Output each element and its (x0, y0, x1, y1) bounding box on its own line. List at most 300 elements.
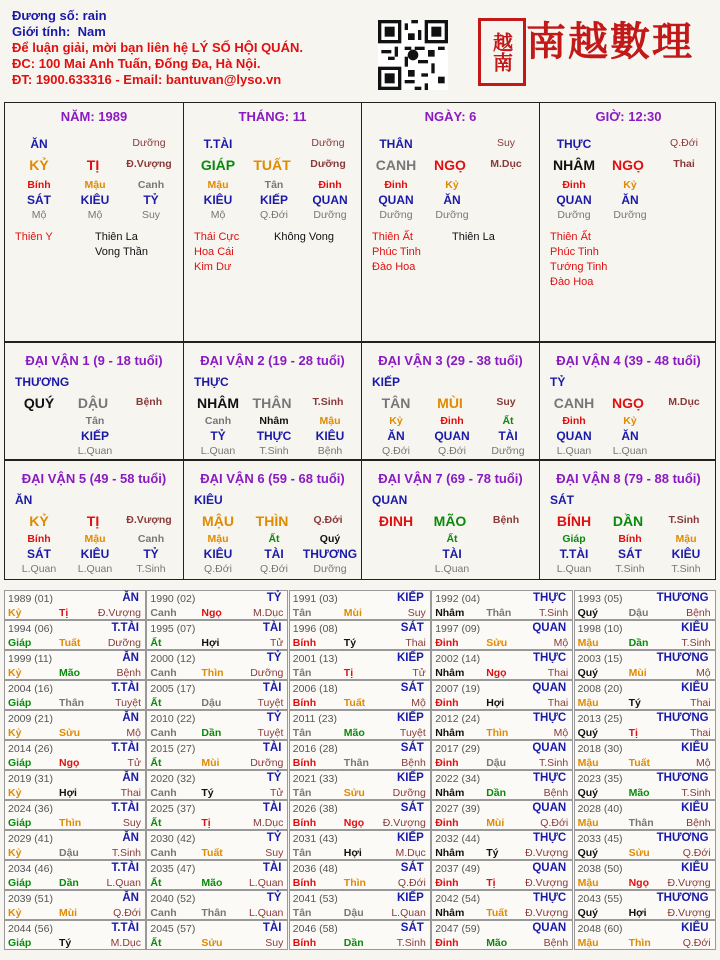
year-god: TÀI (262, 922, 282, 934)
year-cell (146, 860, 288, 890)
dai-van-branch: TỊ (86, 513, 100, 529)
year-branch: Mão (628, 787, 650, 799)
year-god: QUAN (532, 922, 567, 934)
year-stem: Mậu (577, 697, 599, 709)
hidden-phase: Dưỡng (557, 209, 591, 221)
dai-van-column (361, 343, 539, 459)
dai-van-branch: MÙI (437, 395, 463, 411)
star-left: Đào Hoa (372, 261, 416, 273)
year-phase: Mộ (553, 637, 569, 649)
year-phase: Mộ (696, 757, 711, 769)
year-god: THƯƠNG (656, 712, 709, 724)
hidden-stem: Bính (27, 179, 51, 191)
dai-van-hidden-stem: Đinh (562, 415, 586, 427)
year-phase: Suy (122, 817, 141, 829)
year-stem: Canh (150, 847, 177, 859)
year-label: 2013 (25) (577, 713, 623, 725)
year-label: 2005 (17) (150, 683, 196, 695)
dai-van-title: ĐẠI VẬN 3 (29 - 38 tuổi) (378, 353, 523, 368)
dai-van-hidden-stem: Giáp (562, 533, 586, 545)
star-right: Thiên La (452, 231, 495, 243)
year-phase: Đ.Vượng (382, 817, 426, 829)
year-branch: Ngọ (628, 877, 650, 889)
dai-van-branch: MÃO (433, 513, 467, 529)
pillar-stem: GIÁP (200, 157, 236, 173)
year-cell (289, 890, 431, 920)
dai-van-hidden-god: KIẾP (80, 429, 109, 443)
year-cell (146, 920, 288, 950)
pillar-top-phase: Q.Đới (670, 137, 698, 149)
dai-van-hidden-god: TÀI (442, 547, 462, 561)
year-label: 2009 (21) (8, 713, 53, 725)
year-phase: Thai (690, 727, 711, 739)
year-label: 1998 (10) (577, 623, 623, 635)
year-branch: Tý (343, 637, 357, 649)
hidden-stem: Đinh (318, 179, 342, 191)
hidden-god: KIẾP (259, 193, 288, 207)
hidden-god: QUAN (556, 193, 592, 207)
year-branch: Tuất (343, 697, 366, 709)
dai-van-hidden-phase: L.Quan (77, 563, 113, 575)
pillar-top-god: THÂN (379, 137, 413, 151)
year-phase: Tuyệt (257, 727, 284, 739)
dai-van-hidden-god: QUAN (434, 429, 470, 443)
year-label: 2037 (49) (435, 863, 481, 875)
dai-van-hidden-god: THỰC (256, 429, 292, 443)
year-phase: M.Dục (395, 847, 426, 859)
dai-van-hidden-stem: Mậu (319, 415, 341, 427)
year-god: THƯƠNG (656, 772, 709, 784)
year-cell (431, 710, 573, 740)
year-stem: Quý (577, 727, 599, 739)
year-stem: Canh (150, 787, 177, 799)
contact-line: Để luận giải, mời bạn liên hệ LÝ SỐ HỘI QUÁN. (12, 40, 303, 55)
year-label: 2041 (53) (292, 893, 338, 905)
year-phase: T.Sinh (681, 637, 711, 649)
year-branch: Tuất (59, 637, 81, 649)
year-phase: Đ.Vượng (525, 847, 569, 859)
year-cell (431, 620, 573, 650)
year-god: THƯƠNG (656, 652, 709, 664)
year-cell (146, 800, 288, 830)
year-stem: Tân (292, 907, 312, 919)
dai-van-row-1 (4, 342, 716, 460)
year-god: QUAN (532, 742, 567, 754)
dai-van-stem: KỶ (29, 513, 49, 529)
pillar-phase: Đ.Vượng (126, 158, 172, 170)
year-label: 1995 (07) (150, 623, 196, 635)
year-branch: Tuất (486, 907, 508, 919)
year-branch: Dậu (343, 907, 364, 919)
year-cell (431, 830, 573, 860)
pillar-branch: TUẤT (253, 157, 291, 173)
year-row (4, 650, 716, 680)
dai-van-title: ĐẠI VẬN 4 (39 - 48 tuổi) (556, 353, 701, 368)
year-branch: Dần (201, 727, 222, 739)
year-god: ĂN (122, 592, 139, 604)
year-stem: Kỷ (8, 787, 22, 799)
year-cell (574, 740, 716, 770)
dai-van-hidden-god: KIÊU (80, 547, 110, 561)
hidden-god: KIÊU (80, 193, 110, 207)
year-stem: Đinh (435, 877, 459, 889)
year-label: 2045 (57) (150, 923, 196, 935)
year-god: QUAN (532, 622, 567, 634)
year-phase: Q.Đới (682, 937, 711, 949)
year-label: 2028 (40) (577, 803, 623, 815)
year-god: KIẾP (396, 772, 424, 784)
year-branch: Tị (486, 877, 496, 889)
year-phase: Tử (127, 757, 141, 769)
year-cell (4, 860, 146, 890)
year-god: T.TÀI (111, 622, 139, 634)
star-left: Phúc Tinh (372, 246, 421, 258)
year-stem: Mậu (577, 937, 599, 949)
year-phase: Mộ (411, 697, 426, 709)
year-god: TÀI (262, 862, 282, 874)
year-phase: Bệnh (686, 607, 711, 619)
year-god: KIẾP (396, 592, 424, 604)
hidden-stem: Mậu (207, 179, 229, 191)
year-branch: Tị (59, 607, 69, 619)
year-branch: Hợi (486, 697, 505, 709)
year-label: 2034 (46) (8, 863, 53, 875)
year-god: TÀI (262, 802, 282, 814)
year-branch: Mão (201, 877, 223, 889)
year-god: T.TÀI (111, 742, 139, 754)
year-phase: Bệnh (543, 787, 569, 799)
pillar-top-phase: Dưỡng (132, 137, 166, 149)
year-stem: Kỷ (8, 907, 22, 919)
year-stem: Nhâm (435, 727, 465, 739)
year-stem: Mậu (577, 877, 599, 889)
year-cell (4, 830, 146, 860)
year-phase: Tử (269, 787, 284, 799)
year-stem: Quý (577, 667, 599, 679)
star-right: Vong Thần (95, 246, 149, 258)
pillar-column (5, 103, 183, 341)
pillar-title: NGÀY: 6 (424, 109, 477, 124)
dai-van-hidden-phase: Q.Đới (204, 563, 232, 575)
year-phase: Q.Đới (113, 907, 141, 919)
pillar-title: THÁNG: 11 (238, 109, 307, 124)
year-branch: Tị (343, 667, 354, 679)
hidden-god: QUAN (312, 193, 348, 207)
dai-van-god: THƯƠNG (15, 375, 70, 389)
year-branch: Thìn (486, 727, 509, 739)
hidden-god: ĂN (621, 193, 639, 207)
year-stem: Giáp (8, 937, 32, 949)
dai-van-phase: Đ.Vượng (126, 514, 172, 526)
year-branch: Thân (201, 907, 227, 919)
year-god: THỰC (533, 712, 567, 724)
year-label: 2048 (60) (577, 923, 623, 935)
dai-van-stem: BÍNH (556, 513, 592, 529)
year-stem: Giáp (8, 637, 32, 649)
year-label: 2020 (32) (150, 773, 196, 785)
dai-van-god: TỶ (550, 375, 566, 389)
year-god: THƯƠNG (656, 892, 709, 904)
year-god: KIÊU (681, 802, 709, 814)
year-label: 2039 (51) (8, 893, 53, 905)
year-god: THƯƠNG (656, 832, 709, 844)
owner-value: rain (82, 8, 107, 23)
year-stem: Bính (292, 637, 317, 649)
year-god: ĂN (122, 772, 139, 784)
year-cell (289, 680, 431, 710)
hidden-phase: Dưỡng (379, 209, 413, 221)
year-stem: Đinh (435, 697, 459, 709)
year-label: 2042 (54) (435, 893, 481, 905)
year-phase: Đ.Vượng (667, 877, 711, 889)
dai-van-god: THỰC (194, 375, 229, 389)
year-branch: Sửu (486, 637, 508, 649)
dai-van-hidden-phase: L.Quan (556, 563, 592, 575)
year-cell (146, 620, 288, 650)
year-cell (574, 800, 716, 830)
year-phase: Thai (690, 697, 711, 709)
star-left: Thiên Ất (550, 231, 591, 243)
year-phase: Dưỡng (250, 667, 284, 679)
year-cell (146, 650, 288, 680)
year-phase: T.Sinh (539, 607, 569, 619)
year-stem: Tân (292, 607, 312, 619)
year-cell (289, 590, 431, 620)
dai-van-hidden-stem: Mậu (207, 533, 229, 545)
year-stem: Giáp (8, 697, 32, 709)
year-label: 2040 (52) (150, 893, 196, 905)
year-phase: Bệnh (116, 667, 141, 679)
year-phase: Q.Đới (397, 877, 426, 889)
dai-van-stem: NHÂM (197, 395, 239, 411)
dai-van-title: ĐẠI VẬN 5 (49 - 58 tuổi) (21, 471, 167, 486)
year-branch: Dậu (59, 847, 79, 859)
year-stem: Nhâm (435, 847, 465, 859)
year-branch: Mùi (486, 817, 505, 829)
year-cell (431, 890, 573, 920)
year-phase: Suy (265, 937, 284, 949)
year-label: 2029 (41) (8, 833, 53, 845)
year-label: 2031 (43) (292, 833, 338, 845)
dai-van-god: ĂN (15, 493, 33, 507)
dai-van-stem: QUÝ (23, 395, 55, 411)
dai-van-phase: Bệnh (492, 514, 520, 526)
year-branch: Thân (486, 607, 512, 619)
year-branch: Mão (486, 937, 508, 949)
year-god: TỶ (266, 892, 282, 904)
year-cell (289, 860, 431, 890)
dai-van-god: KIẾP (372, 375, 401, 389)
seal-logo (478, 18, 526, 86)
year-phase: Thai (405, 637, 426, 649)
year-label: 2008 (20) (577, 683, 623, 695)
year-phase: Bệnh (401, 757, 426, 769)
year-phase: Q.Đới (682, 847, 711, 859)
dai-van-hidden-god: KIÊU (203, 547, 233, 561)
year-label: 2021 (33) (292, 773, 338, 785)
year-label: 2004 (16) (8, 683, 53, 695)
star-left: Đào Hoa (550, 276, 594, 288)
year-label: 1990 (02) (150, 593, 196, 605)
hidden-phase: Mộ (87, 209, 103, 221)
year-cell (574, 860, 716, 890)
year-stem: Đinh (435, 637, 459, 649)
year-phase: Tuyệt (399, 727, 426, 739)
dai-van-hidden-stem: Nhâm (259, 415, 289, 427)
year-branch: Mùi (201, 757, 220, 769)
year-branch: Sửu (628, 847, 650, 859)
year-cell (146, 770, 288, 800)
year-branch: Ngọ (201, 607, 222, 619)
year-label: 2007 (19) (435, 683, 481, 695)
year-god: KIÊU (681, 682, 709, 694)
year-stem: Canh (150, 727, 177, 739)
dai-van-hidden-phase: T.Sinh (671, 563, 701, 575)
year-god: TÀI (262, 742, 282, 754)
year-cell (146, 590, 288, 620)
pillar-phase: Thai (673, 158, 695, 170)
year-stem: Nhâm (435, 907, 465, 919)
year-label: 1999 (11) (8, 653, 53, 665)
year-god: T.TÀI (111, 862, 139, 874)
year-branch: Dần (343, 937, 364, 949)
year-cell (4, 890, 146, 920)
year-cell (4, 590, 146, 620)
year-cell (4, 680, 146, 710)
hidden-phase: Suy (141, 209, 161, 221)
year-phase: Đ.Vượng (97, 607, 141, 619)
year-label: 2011 (23) (292, 713, 337, 725)
star-left: Hoa Cái (194, 246, 234, 258)
year-branch: Dậu (486, 757, 507, 769)
year-god: SÁT (400, 922, 424, 934)
pillar-stem: CANH (375, 157, 417, 173)
year-phase: Đ.Vượng (525, 907, 569, 919)
dai-van-hidden-phase: L.Quan (200, 445, 236, 457)
year-phase: Tuyệt (115, 697, 141, 709)
year-branch: Thân (343, 757, 369, 769)
header-info (12, 8, 303, 88)
year-label: 2035 (47) (150, 863, 196, 875)
dai-van-hidden-stem: Mậu (675, 533, 697, 545)
year-phase: L.Quan (391, 907, 426, 919)
year-god: SÁT (400, 862, 424, 874)
year-label: 2024 (36) (8, 803, 53, 815)
dai-van-hidden-phase: L.Quan (612, 445, 648, 457)
year-row (4, 710, 716, 740)
dai-van-hidden-phase: Q.Đới (260, 563, 288, 575)
year-stem: Giáp (8, 817, 32, 829)
dai-van-column (539, 461, 717, 579)
hidden-stem: Tân (264, 179, 284, 191)
hidden-stem: Canh (137, 179, 165, 191)
dai-van-column (5, 343, 183, 459)
year-label: 2036 (48) (292, 863, 338, 875)
year-phase: Tử (269, 637, 284, 649)
year-branch: Dần (59, 877, 79, 889)
dai-van-hidden-god: ĂN (387, 429, 405, 443)
year-cell (289, 620, 431, 650)
year-god: SÁT (400, 742, 424, 754)
dai-van-hidden-god: TỶ (143, 547, 159, 561)
year-god: THỰC (533, 652, 567, 664)
year-phase: T.Sinh (539, 757, 569, 769)
dai-van-branch: THÌN (255, 513, 289, 529)
year-phase: L.Quan (248, 907, 284, 919)
year-god: TỶ (266, 712, 282, 724)
dai-van-hidden-stem: Canh (204, 415, 232, 427)
star-right: Không Vong (274, 231, 334, 243)
year-cell (431, 680, 573, 710)
hidden-phase: Mộ (31, 209, 47, 221)
pillar-branch: NGỌ (434, 157, 466, 173)
dai-van-hidden-stem: Bính (618, 533, 642, 545)
pillar-phase: Dưỡng (310, 158, 346, 170)
qr-code-icon (378, 20, 448, 90)
dai-van-stem: CANH (553, 395, 595, 411)
year-stem: Giáp (8, 877, 32, 889)
star-left: Phúc Tinh (550, 246, 599, 258)
dai-van-stem: MẬU (202, 513, 234, 529)
year-cell (431, 770, 573, 800)
year-phase: Thai (547, 667, 569, 679)
dai-van-column (361, 461, 539, 579)
year-phase: Dưỡng (107, 637, 141, 649)
year-stem: Kỷ (8, 727, 22, 739)
year-phase: Mộ (696, 667, 711, 679)
year-stem: Quý (577, 907, 599, 919)
year-label: 2047 (59) (435, 923, 481, 935)
hidden-phase: Mộ (210, 209, 226, 221)
year-label: 2015 (27) (150, 743, 196, 755)
dai-van-hidden-stem: Ất (502, 415, 514, 427)
dai-van-branch: DẦN (612, 513, 644, 529)
year-cell (4, 920, 146, 950)
dai-van-hidden-stem: Bính (27, 533, 51, 545)
year-stem: Tân (292, 667, 312, 679)
year-label: 1997 (09) (435, 623, 481, 635)
hidden-god: KIÊU (203, 193, 233, 207)
dai-van-branch: NGỌ (612, 395, 644, 411)
dai-van-hidden-stem: Quý (319, 533, 341, 545)
year-branch: Hợi (628, 907, 647, 919)
year-cell (4, 800, 146, 830)
year-label: 1992 (04) (435, 593, 481, 605)
dai-van-hidden-phase: Dưỡng (491, 445, 525, 457)
year-branch: Sửu (201, 937, 223, 949)
year-branch: Thân (628, 817, 654, 829)
dai-van-hidden-stem: Ất (268, 533, 280, 545)
dai-van-hidden-god: KIÊU (671, 547, 701, 561)
dai-van-hidden-phase: Bệnh (317, 445, 343, 457)
dai-van-god: SÁT (550, 493, 574, 507)
year-label: 2006 (18) (292, 683, 338, 695)
year-phase: T.Sinh (396, 937, 426, 949)
year-stem: Ất (150, 937, 162, 949)
year-phase: Suy (265, 847, 284, 859)
year-label: 2030 (42) (150, 833, 196, 845)
year-branch: Dậu (628, 607, 649, 619)
year-god: KIẾP (396, 832, 424, 844)
dai-van-hidden-phase: Q.Đới (438, 445, 466, 457)
year-phase: L.Quan (106, 877, 141, 889)
year-label: 2043 (55) (577, 893, 623, 905)
year-cell (431, 920, 573, 950)
year-stem: Ất (150, 877, 162, 889)
dai-van-column (5, 461, 183, 579)
year-cell (4, 620, 146, 650)
year-row (4, 830, 716, 860)
